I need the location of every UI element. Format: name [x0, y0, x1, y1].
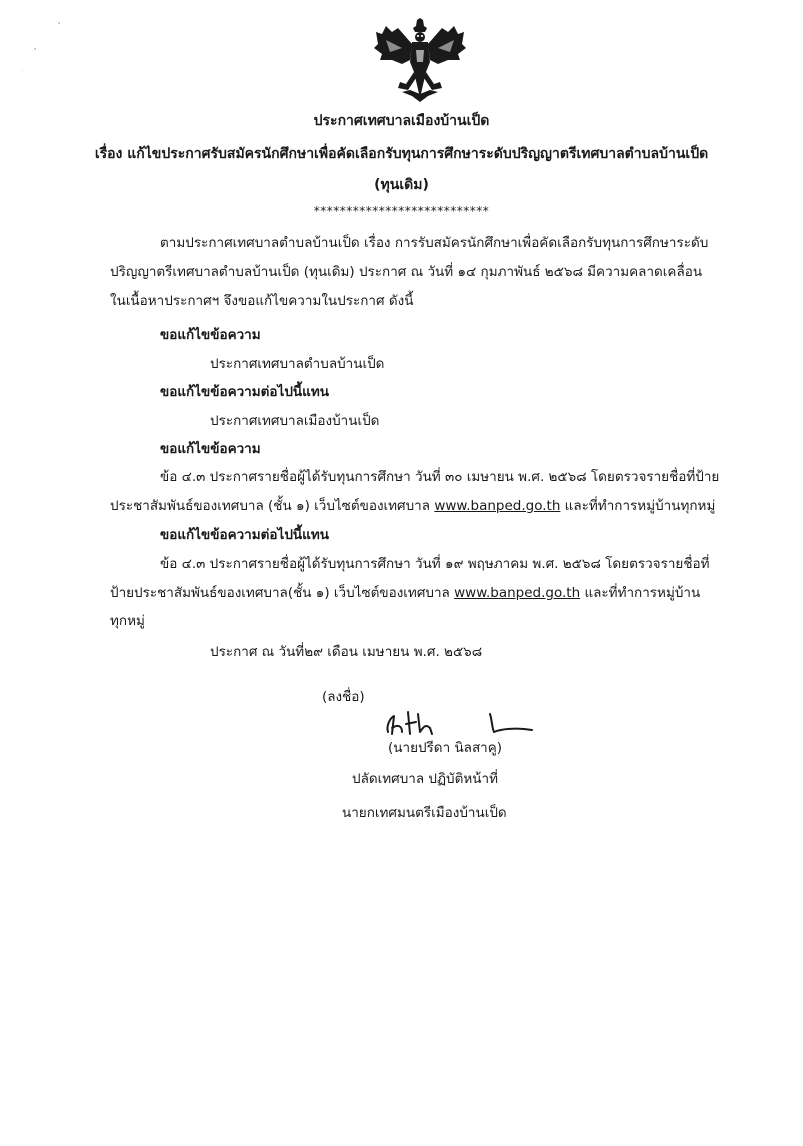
website-link[interactable]: www.banped.go.th: [454, 585, 581, 601]
intro-line-1: ตามประกาศเทศบาลตำบลบ้านเป็ด เรื่อง การรับสมัครนักศึกษาเพื่อคัดเลือกรับทุนการศึกษาระดับ: [160, 235, 709, 251]
scan-speck: [58, 22, 60, 24]
announcement-title: ประกาศเทศบาลเมืองบ้านเป็ด: [313, 113, 490, 129]
scan-speck: [22, 70, 23, 71]
correction-2-heading: ขอแก้ไขข้อความต่อไปนี้แทน: [160, 384, 329, 400]
correction-4-line-2-text: ป้ายประชาสัมพันธ์ของเทศบาล(ชั้น ๑) เว็บไซต์ของเทศบาล: [110, 585, 455, 601]
signatory-position-2: นายกเทศมนตรีเมืองบ้านเป็ด: [342, 805, 507, 821]
signatory-name: (นายปรีดา นิลสาคู): [388, 740, 503, 756]
correction-3-heading: ขอแก้ไขข้อความ: [160, 441, 261, 457]
correction-4-line-1: ข้อ ๔.๓ ประกาศรายชื่อผู้ได้รับทุนการศึกษา วันที่ ๑๙ พฤษภาคม พ.ศ. ๒๕๖๘ โดยตรวจรายชื่อที่: [160, 556, 710, 572]
correction-2-text: ประกาศเทศบาลเมืองบ้านเป็ด: [210, 413, 380, 429]
announcement-subject-cont: (ทุนเดิม): [374, 177, 429, 193]
correction-3-line-1: ข้อ ๔.๓ ประกาศรายชื่อผู้ได้รับทุนการศึกษา วันที่ ๓๐ เมษายน พ.ศ. ๒๕๖๘ โดยตรวจรายชื่อที่ป้าย: [160, 469, 720, 485]
garuda-emblem-icon: [372, 18, 468, 102]
correction-1-heading: ขอแก้ไขข้อความ: [160, 327, 261, 343]
correction-3-line-2-text: ประชาสัมพันธ์ของเทศบาล (ชั้น ๑) เว็บไซต์ของเทศบาล: [110, 498, 435, 514]
signed-label: (ลงชื่อ): [322, 689, 365, 705]
separator-line: ***************************: [313, 204, 490, 218]
announcement-subject: เรื่อง แก้ไขประกาศรับสมัครนักศึกษาเพื่อคัดเลือกรับทุนการศึกษาระดับปริญญาตรีเทศบาลตำบลบ้านเป็ด: [94, 146, 709, 162]
handwritten-signature: [380, 706, 550, 742]
scan-speck: [34, 48, 36, 50]
correction-4-line-2-end: และที่ทำการหมู่บ้าน: [580, 585, 701, 601]
announcement-date: ประกาศ ณ วันที่๒๙ เดือน เมษายน พ.ศ. ๒๕๖๘: [210, 644, 483, 660]
correction-3-line-2-end: และที่ทำการหมู่บ้านทุกหมู่: [560, 498, 716, 514]
correction-3-line-2: [110, 497, 715, 515]
correction-4-line-3: ทุกหมู่: [110, 613, 145, 629]
correction-1-text: ประกาศเทศบาลตำบลบ้านเป็ด: [210, 356, 385, 372]
correction-4-heading: ขอแก้ไขข้อความต่อไปนี้แทน: [160, 527, 329, 543]
website-link[interactable]: www.banped.go.th: [434, 498, 561, 514]
signatory-position-1: ปลัดเทศบาล ปฏิบัติหน้าที่: [352, 771, 498, 787]
intro-line-3: ในเนื้อหาประกาศฯ จึงขอแก้ไขความในประกาศ ดังนี้: [110, 293, 414, 309]
intro-line-2: ปริญญาตรีเทศบาลตำบลบ้านเป็ด (ทุนเดิม) ประกาศ ณ วันที่ ๑๔ กุมภาพันธ์ ๒๕๖๘ มีความคลาดเคลื่อน: [110, 264, 703, 280]
correction-4-line-2: [110, 584, 700, 602]
